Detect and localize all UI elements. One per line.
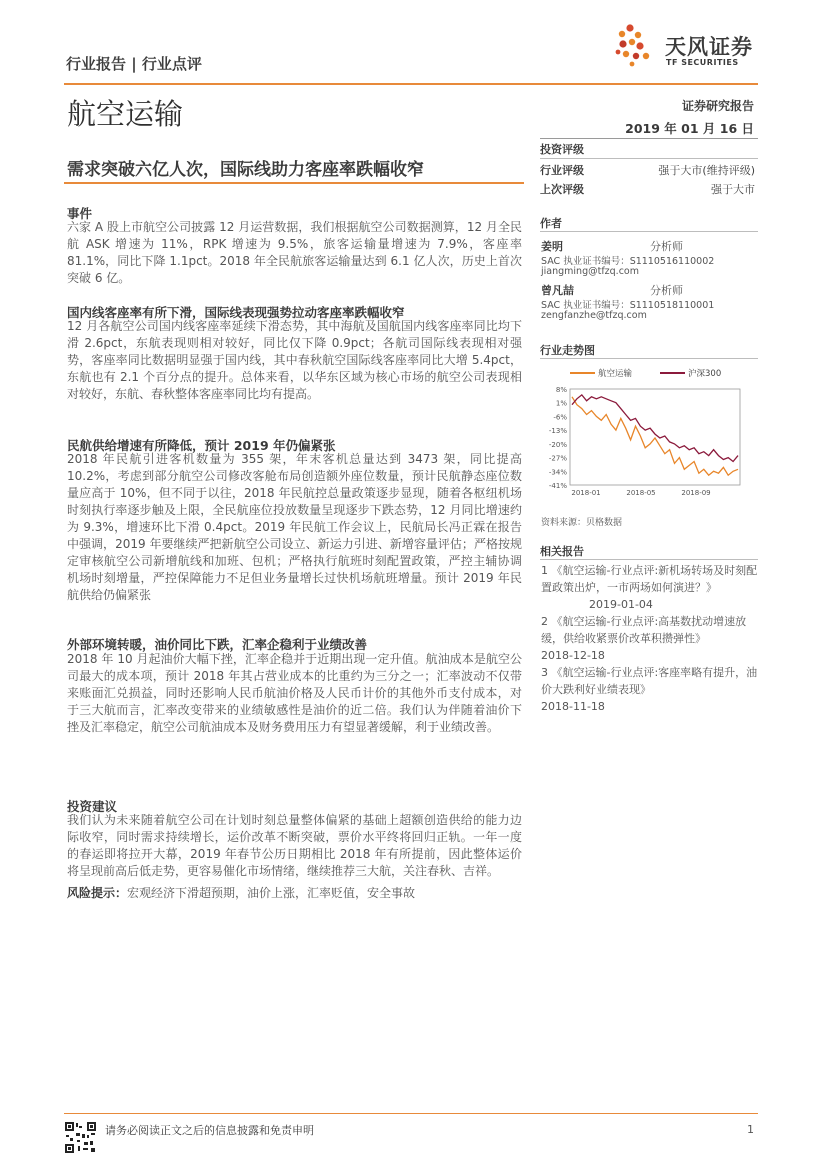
x-tick-label: 2018-09 <box>681 489 711 497</box>
risk-line <box>67 884 415 901</box>
y-tick-label: -41% <box>548 482 567 490</box>
related-report-item[interactable]: 3 《航空运输-行业点评:客座率略有提升，油价大跌利好业绩表现》 <box>541 666 758 696</box>
section-body-domestic-international: 12 月各航空公司国内线客座率延续下滑态势，其中海航及国航国内线客座率同比均下滑 2.6pct，东航表现则相对较好，同比仅下降 0.9pct；各航司国际线表现相对强势，客座率同比数据明显强于国内线，其中春秋航空国际线客座率同比大增 5.4pct，东航也有 2.1 个百分点的提升。总体来看，以华东区域为核心市场的航空公司表现相对较好，东航、春秋整体客座率同比均有提高。 <box>67 319 522 401</box>
report-date: 2019 年 01 月 16 日 <box>625 121 754 136</box>
sidebar-top-rule <box>540 138 758 139</box>
y-tick-label: -6% <box>553 413 567 422</box>
section-heading-domestic-international: 国内线客座率有所下滑，国际线表现强势拉动客座率跌幅收窄 <box>67 305 405 320</box>
author-email[interactable]: zengfanzhe@tfzq.com <box>541 310 647 321</box>
author-name: 姜明 <box>541 240 563 253</box>
series-line-csi300 <box>572 395 738 462</box>
risk-label: 风险提示： <box>67 886 128 900</box>
x-tick-label: 2018-01 <box>571 489 601 497</box>
section-body-supply: 2018 年民航引进客机数量为 355 架，年末客机总量达到 3473 架，同比提高 10.2%，考虑到部分航空公司修改客舱布局创造额外座位数量，预计民航静态座位数量应高于 10%，但不同于以往，2018 年民航控总量政策逐步显现，随着各枢纽机场时刻执行率逐步触及上限，全民航座位投放数量呈现逐步下跌态势，12 月同比增速约为 9.3%，增速环比下滑 0.4pct。2019 年民航工作会议上，民航局长冯正霖在报告中强调，2019 年要继续严把新航空公司设立、新运力引进、新增容量评估；严格按规定审核航空公司新增航线和加班、包机；严格执行航班时刻配置政策，严控主辅协调机场时刻增量，严控保障能力不足但业务量增长过快机场航班增量。预计 2019 年民航供给仍偏紧张 <box>67 452 522 602</box>
legend-label-csi300: 沪深300 <box>688 369 722 379</box>
previous-rating-value: 强于大市 <box>711 183 755 196</box>
related-report-item[interactable]: 2 《航空运输-行业点评:高基数扰动增速放缓，供给收紧票价改革积攒弹性》 <box>541 615 747 645</box>
company-name-cn: 天风证券 <box>665 35 753 59</box>
x-tick-label: 2018-05 <box>626 489 656 497</box>
related-report-date: 2018-11-18 <box>541 700 605 713</box>
report-type: 证券研究报告 <box>681 99 754 113</box>
trend-rule <box>540 358 758 359</box>
footer-divider <box>64 1113 758 1114</box>
author-email[interactable]: jiangming@tfzq.com <box>541 266 639 277</box>
industry-rating-value: 强于大市(维持评级) <box>658 164 755 177</box>
section-body-environment: 2018 年 10 月起油价大幅下挫，汇率企稳并于近期出现一定升值。航油成本是航空公司最大的成本项，预计 2018 年其占营业成本的比重约为三分之一；汇率波动不仅带来账面汇兑损益，同时还影响人民币航油价格及人民币计价的其他外币支付成本，对于三大航而言，汇率改变带来的业绩敏感性是油价的近二倍。我们认为伴随着油价下挫及汇率稳定，航空公司航油成本及财务费用压力有望显著缓解，利于业绩改善。 <box>67 652 522 734</box>
author-name: 曾凡喆 <box>541 284 574 297</box>
related-report-item[interactable]: 1 《航空运输-行业点评:新机场转场及时刻配置政策出炉，一市两场如何演进？》 <box>541 564 758 594</box>
related-report-date: 2019-01-04 <box>589 598 653 611</box>
y-tick-label: -20% <box>548 440 567 449</box>
page-number: 1 <box>747 1123 754 1136</box>
legend-label-aviation: 航空运输 <box>598 369 633 379</box>
author-cert: SAC 执业证书编号：S1110516110002 <box>541 256 715 267</box>
section-heading-environment: 外部环境转暖，油价同比下跌，汇率企稳利于业绩改善 <box>67 637 368 652</box>
qr-code-icon <box>64 1121 97 1154</box>
author-role: 分析师 <box>650 240 683 253</box>
industry-title: 航空运输 <box>67 97 184 131</box>
report-headline: 需求突破六亿人次，国际线助力客座率跌幅收窄 <box>67 160 424 180</box>
section-body-investment: 我们认为未来随着航空公司在计划时刻总量整体偏紧的基础上超额创造供给的能力边际收窄，同时需求持续增长，运价改革不断突破，票价水平终将回归正轨。一年一度的春运即将拉开大幕，2019 年春节公历日期相比 2018 年有所提前，因此整体运价将呈现前高后低走势，更容易催化市场情绪，继续推荐三大航，关注春秋、吉祥。 <box>67 813 522 878</box>
section-heading-event: 事件 <box>67 206 93 221</box>
related-title: 相关报告 <box>540 545 584 558</box>
rating-rule <box>540 158 758 159</box>
report-category: 行业报告 | 行业点评 <box>66 55 202 73</box>
headline-divider <box>64 182 524 184</box>
authors-rule <box>540 231 758 232</box>
footer-disclaimer[interactable]: 请务必阅读正文之后的信息披露和免责申明 <box>105 1124 314 1137</box>
y-tick-label: -13% <box>548 427 567 436</box>
y-tick-label: 8% <box>555 386 567 394</box>
trend-chart <box>540 363 760 511</box>
authors-title: 作者 <box>540 217 562 230</box>
y-tick-label: 1% <box>555 399 567 408</box>
industry-rating-label: 行业评级 <box>540 164 584 177</box>
y-tick-label: -27% <box>548 454 567 463</box>
chart-source: 资料来源：贝格数据 <box>541 518 623 528</box>
trend-title: 行业走势图 <box>540 344 595 357</box>
series-line-aviation <box>572 397 738 475</box>
y-tick-label: -34% <box>548 468 567 477</box>
risk-text: 宏观经济下滑超预期，油价上涨，汇率贬值，安全事故 <box>127 886 416 900</box>
section-heading-supply: 民航供给增速有所降低，预计 2019 年仍偏紧张 <box>67 438 336 453</box>
related-report-date: 2018-12-18 <box>541 649 605 662</box>
section-heading-investment: 投资建议 <box>67 799 118 814</box>
related-rule <box>540 559 758 560</box>
company-name-en: TF SECURITIES <box>666 58 739 67</box>
author-role: 分析师 <box>650 284 683 297</box>
previous-rating-label: 上次评级 <box>540 183 584 196</box>
header-divider <box>64 83 758 85</box>
author-cert: SAC 执业证书编号：S1110518110001 <box>541 300 715 311</box>
rating-title: 投资评级 <box>540 143 584 156</box>
section-body-event: 六家 A 股上市航空公司披露 12 月运营数据，我们根据航空公司数据测算，12 月全民航 ASK 增速为 11%，RPK 增速为 9.5%，旅客运输量增速为 7.9%，客座率 81.1%，同比下降 1.1pct。2018 年全民航旅客运输量达到 6.1 亿人次，历史上首次突破 6 亿。 <box>67 220 522 285</box>
